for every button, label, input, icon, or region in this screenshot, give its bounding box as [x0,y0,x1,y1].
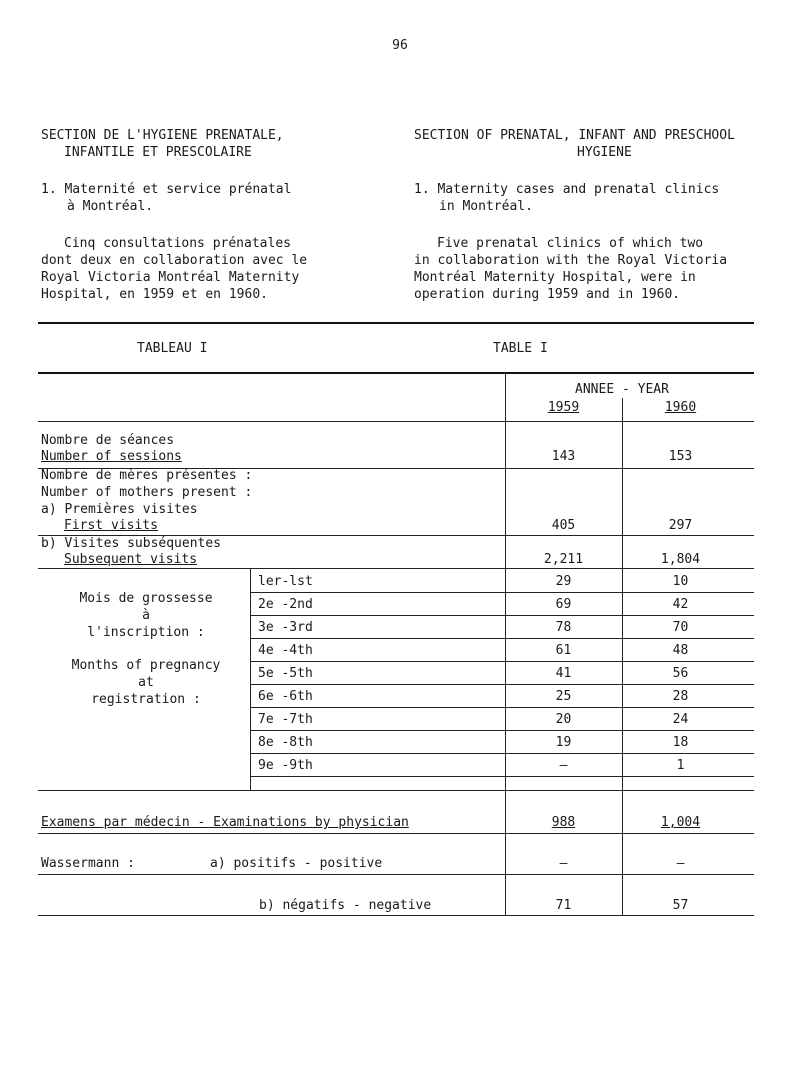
english-paragraph-line: Montréal Maternity Hospital, were in [414,270,696,285]
table-top-rule [38,372,754,374]
month-label: 5e -5th [258,666,313,681]
examinations-label: Examens par médecin - Examinations by physician [41,815,409,830]
year-1959-header: 1959 [547,400,580,415]
month-value-1959: 25 [555,689,572,704]
month-label: 3e -3rd [258,620,313,635]
row-rule [38,874,754,875]
month-value-1960: 70 [672,620,689,635]
month-label: 4e -4th [258,643,313,658]
subsequent-visits-label-fr: b) Visites subséquentes [41,536,222,551]
pregnancy-label-line: at [138,675,154,690]
month-value-1959: 19 [555,735,572,750]
pregnancy-label-line: Months of pregnancy [71,658,221,673]
mothers-label-en: Number of mothers present : [41,485,253,500]
subsequent-visits-1960: 1,804 [660,552,701,567]
first-visits-label-fr: a) Premières visites [41,502,198,517]
header-rule [38,421,754,422]
positive-1960: — [676,856,685,871]
month-value-1959: 61 [555,643,572,658]
pregnancy-label-line: à [142,608,150,623]
month-row-rule [250,776,754,777]
month-value-1960: 56 [672,666,689,681]
negative-1960: 57 [672,898,689,913]
first-visits-label-en: First visits [64,518,158,533]
month-label: 6e -6th [258,689,313,704]
month-value-1959: — [559,758,568,773]
month-value-1959: 78 [555,620,572,635]
page-number: 96 [392,38,408,53]
month-value-1960: 42 [672,597,689,612]
positive-1959: — [559,856,568,871]
sessions-label-fr: Nombre de séances [41,433,175,448]
positive-label: a) positifs - positive [210,856,383,871]
year-header: ANNEE - YEAR [575,382,669,397]
month-value-1960: 28 [672,689,689,704]
month-label: 8e -8th [258,735,313,750]
month-value-1959: 41 [555,666,572,681]
first-visits-1959: 405 [551,518,576,533]
month-label: 9e -9th [258,758,313,773]
table-title-english: TABLE I [493,341,548,356]
month-value-1959: 29 [555,574,572,589]
english-paragraph-line: in collaboration with the Royal Victoria [414,253,728,268]
month-value-1960: 10 [672,574,689,589]
month-label: ler-lst [258,574,313,589]
month-row-rule [250,615,754,616]
month-row-rule [250,638,754,639]
month-value-1960: 1 [676,758,685,773]
row-rule [38,833,754,834]
month-value-1960: 18 [672,735,689,750]
english-item-title-line1: 1. Maternity cases and prenatal clinics [414,182,720,197]
month-row-rule [250,707,754,708]
negative-1959: 71 [555,898,572,913]
examinations-1959: 988 [551,815,576,830]
pregnancy-label-line: Mois de grossesse [79,591,213,606]
month-label: 2e -2nd [258,597,313,612]
month-row-rule [250,730,754,731]
month-value-1959: 69 [555,597,572,612]
first-visits-1960: 297 [668,518,693,533]
french-item-title-line2: à Montréal. [67,199,154,214]
english-paragraph-line: Five prenatal clinics of which two [437,236,704,251]
english-heading-line2: HYGIENE [577,145,632,160]
french-heading-line2: INFANTILE ET PRESCOLAIRE [64,145,252,160]
month-row-rule [250,753,754,754]
english-item-title-line2: in Montréal. [439,199,533,214]
english-heading-line1: SECTION OF PRENATAL, INFANT AND PRESCHOOL [414,128,735,143]
french-paragraph-line: Cinq consultations prénatales [64,236,291,251]
french-paragraph-line: Hospital, en 1959 et en 1960. [41,287,268,302]
pregnancy-label-line: l'inscription : [87,625,205,640]
negative-label: b) négatifs - negative [259,898,432,913]
french-paragraph-line: Royal Victoria Montréal Maternity [41,270,300,285]
sessions-1960: 153 [668,449,693,464]
table-title-french: TABLEAU I [137,341,208,356]
year-1960-header: 1960 [664,400,697,415]
month-value-1960: 48 [672,643,689,658]
month-value-1960: 24 [672,712,689,727]
french-paragraph-line: dont deux en collaboration avec le [41,253,308,268]
row-rule [38,568,754,569]
month-row-rule [250,661,754,662]
row-rule [38,790,754,791]
french-item-title-line1: 1. Maternité et service prénatal [41,182,292,197]
section-divider [38,322,754,324]
pregnancy-label-line: registration : [91,692,201,707]
french-heading-line1: SECTION DE L'HYGIENE PRENATALE, [41,128,284,143]
examinations-1960: 1,004 [660,815,701,830]
mothers-label-fr: Nombre de mères présentes : [41,468,253,483]
sessions-label-en: Number of sessions [41,449,182,464]
month-row-rule [250,684,754,685]
table-bottom-rule [38,915,754,916]
sessions-1959: 143 [551,449,576,464]
subsequent-visits-label-en: Subsequent visits [64,552,198,567]
month-row-rule [250,592,754,593]
english-paragraph-line: operation during 1959 and in 1960. [414,287,681,302]
subsequent-visits-1959: 2,211 [543,552,584,567]
month-value-1959: 20 [555,712,572,727]
wassermann-label: Wassermann : [41,856,135,871]
month-label: 7e -7th [258,712,313,727]
